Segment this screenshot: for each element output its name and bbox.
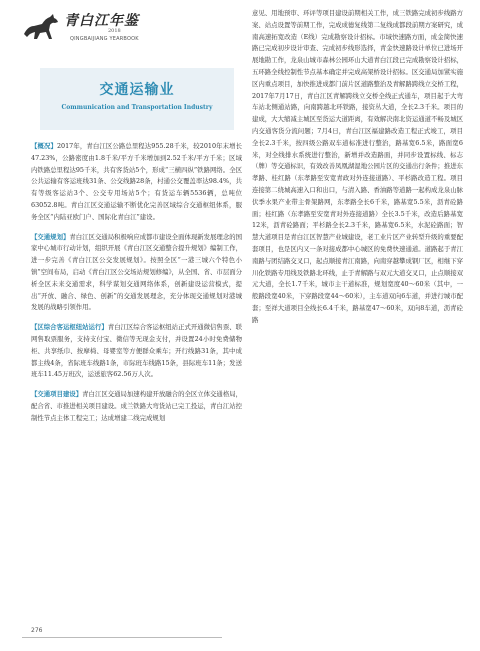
section-subtitle: Communication and Transportation Industry bbox=[61, 104, 213, 111]
section-title-box bbox=[40, 68, 234, 130]
left-column bbox=[31, 141, 242, 433]
paragraph-planning bbox=[31, 232, 242, 315]
paragraph-overview bbox=[31, 141, 242, 224]
paragraph-hub-station bbox=[31, 322, 242, 381]
page-number: 276 bbox=[31, 627, 43, 634]
paragraph-text: 青白江区综合客运枢纽站正式开通微信售票、联网售取票服务，支持支付宝、微信等无现金支付，并设置24小时免费储物柜、共享纸巾、按摩椅、母婴室等方便群众乘车；开行线路31条，其中成都主线4条，省际班车线路1条，市际班车线路15条，县际班车11条；发送班车11.45万班次，运送旅客62.56万人次。 bbox=[31, 323, 243, 379]
paragraph-tag: 【区综合客运枢纽站运行】 bbox=[31, 323, 108, 332]
section-title: 交通运输业 bbox=[99, 82, 175, 98]
paragraph-tag: 【概况】 bbox=[31, 142, 57, 150]
paragraph-text: 2017年，青白江区公路总里程达955.28千米，较2010年末增长47.23%，公路密度由1.8千米/平方千米增加到2.52千米/平方千米；区域内铁路总里程达95千米，共有客货站5个，形成“三横四纵”铁路网络。全区公共运输有客运班线31条、公交线路28条，村通公交覆盖率达98.4%，共有等级客运站3个、公交专用场站5个；有货运车辆5536辆，总吨位63052.8吨。青白江区交通运输不断优化完善区域综合交通枢纽体系，服务全区“内陆亚欧门户、国际化青白江”建设。 bbox=[31, 142, 242, 221]
right-column bbox=[252, 8, 463, 333]
paragraph-text: 意见、用地预审、环评等项目建设前期相关工作，成三铁路完成初步线路方案、站点设置等前期工作，完成成德复线第二复线成都段前期方案研究，成南高速拓宽改造（E线）完成勘察设计招标。市域快速路方面，成金简快速路已完成初步设计审查、完成初步线形选择，青金快速路设计单位已进场开展地勘工作，龙泉山城市森林公园环山大道青白江段已完成勘察设计招标，五环路全线控制性节点基本确定并完成高架桥设计招标。区交通局加紧实施区内重点项目，加快推进成都门前片区道路整治及青解路跨线立交桥工程，2017年7月17日，青白江区青解跨线立交桥全线正式通车，项目起于大弯车站北侧通站路，向南跨越北环铁路，接资丛大道，全长2.3千米。项目的建成，大大缩减主城区至货运大道距离，有效解决南北资运通道不畅及城区内交通客货分流问题；7月4日，青白江区福建路改造工程正式竣工，项目全长2.3千米，按四级公路双车道标准进行整治，路基宽6.5米，路面宽6米，对全线排水系统进行整治，新增并改造路面，并同步设置标线、标志（牌）等交通标识，有效改善凤凰湖湿地公园片区的交通出行条件；推进东孝路、桂红路（东孝路至安宽青政对外连接道路）、平杉路改造工程。项目连接第二绕城高速入口和出口，与清入路、香油路等道路一起构成龙泉山脉伏季水果产业带主骨架路网，东孝路全长6千米，路基宽5.5米，沥青砼路面；桂红路（东孝路至安宽青对外连接道路）全长3.5千米，改造后路基宽12米，沥青砼路面；平杉路全长2.3千米，路基宽6.5米，水泥砼路面；智慧大道项目是青白江区智慧产业城建设，老工业片区产业转型升级的重要配套项目，也是区内又一条对接成都中心城区的免费快速通道。道路起于青江南路与团结路交叉口，起点顺接青江南路，向南穿越攀成钢厂区，相继下穿川化铁路专用线及铁路北环线，止于青解路与双元大道交叉口，止点顺接双元大道，全长1.7千米，城市主干道标准，规划宽度40～60米（其中，一般路段宽40米，下穿路段宽44～60米），主车道双向6车道，并进行城市配套；至祥大道项目全线长6.4千米，路基宽47～60米，双向8车道，沥青砼路 bbox=[252, 9, 463, 324]
yearbook-header bbox=[22, 6, 242, 50]
paragraph-tag: 【交通规划】 bbox=[31, 232, 70, 241]
paragraph-text: 青白江区交通局加速构建开放融合的全区立体交通格局，配合省、市推进相关项目建设。成兰铁路大弯货站已完工投运，青白江站控制性节点主体工程完工；达成增建二线完成规划 bbox=[31, 390, 243, 422]
yearbook-logo-subtitle: QINGBAIJIANG YEARBOOK bbox=[70, 36, 139, 42]
yearbook-logo-title: 青白江年鉴 bbox=[64, 13, 139, 29]
paragraph-projects-continued bbox=[252, 8, 463, 327]
yearbook-logo-year: 2018 bbox=[108, 28, 121, 34]
footer-divider bbox=[22, 637, 222, 638]
paragraph-text: 青白江区交通局积极响应成都市建设全面体现新发展理念的国家中心城市行动计划，组织开展《青白江区交通整合提升规划》编制工作，进一步完善《青白江区公交发展规划》。按照全区“一港三城六个特色小镇”空间布局，启动《青白江区公交场站规划修编》，从全国、省、市层面分析全区未来交通需求，科学谋划交通网络体系，创新建设运营模式，提出“开放、融合、绿色、创新”的交通发展理念，充分体现交通规划对港城发展的战略引领作用。 bbox=[31, 232, 243, 312]
paragraph-projects bbox=[31, 389, 242, 424]
horse-logo-icon bbox=[22, 12, 62, 42]
paragraph-tag: 【交通项目建设】 bbox=[31, 390, 83, 399]
